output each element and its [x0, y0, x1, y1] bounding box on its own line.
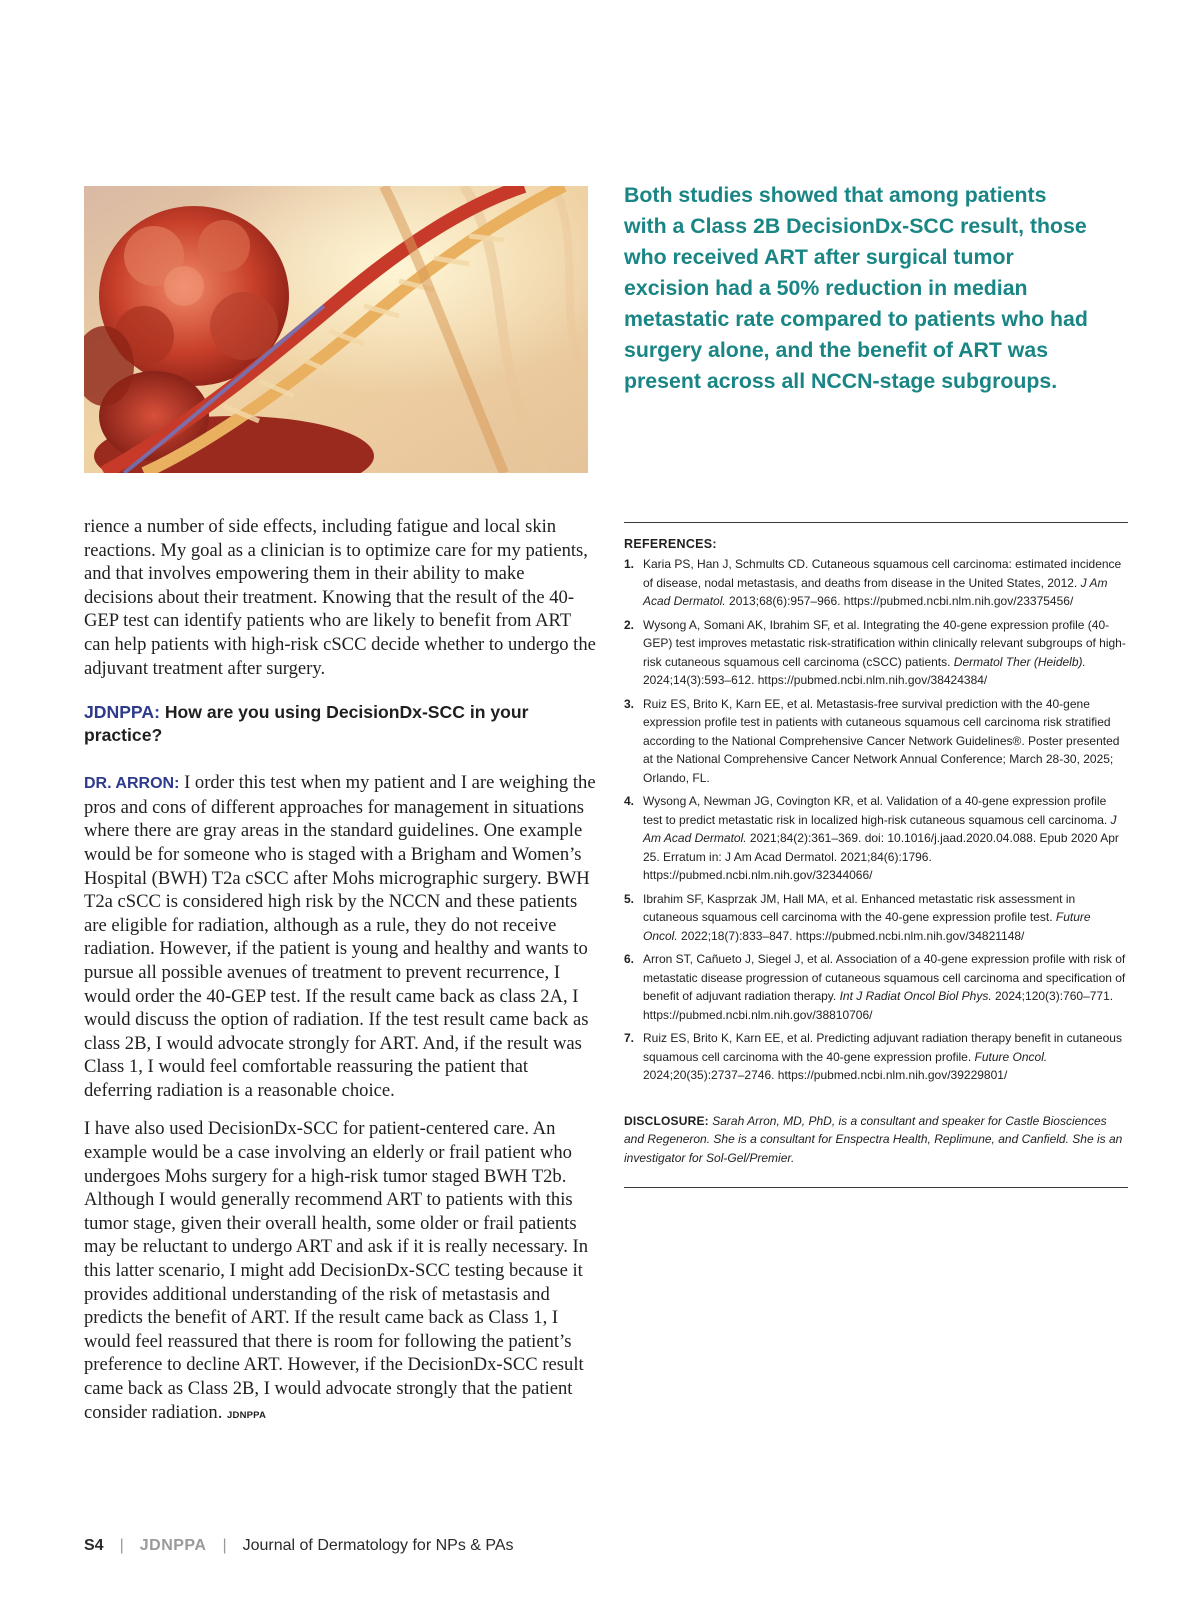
footer-separator: |	[119, 1537, 124, 1554]
end-mark: JDNPPA	[227, 1409, 267, 1421]
reference-text: Arron ST, Cañueto J, Siegel J, et al. Association of a 40-gene expression profile with risk of metastatic disease progression of cutaneous squamous cell carcinoma and specification of benefit of adjuvant radiation therapy.	[643, 952, 1126, 1003]
reference-details: 2024;20(35):2737–2746. https://pubmed.ncbi.nlm.nih.gov/39229801/	[643, 1068, 1008, 1082]
page-number: S4	[84, 1537, 104, 1554]
divider	[624, 522, 1128, 523]
reference-journal: J Am Acad Dermatol.	[643, 575, 1108, 608]
reference-item	[624, 616, 1128, 690]
reference-number: 7.	[624, 1031, 635, 1045]
disclosure-label: DISCLOSURE:	[624, 1113, 709, 1128]
answer-paragraph	[84, 771, 596, 1102]
reference-text: Karia PS, Han J, Schmults CD. Cutaneous squamous cell carcinoma: estimated incidence of disease, nodal metastasis, and deaths from disease in the United States, 2012.	[643, 557, 1122, 590]
reference-details: 2024;120(3):760–771. https://pubmed.ncbi.nlm.nih.gov/38810706/	[643, 989, 1114, 1022]
reference-item	[624, 555, 1128, 611]
reference-journal: Future Oncol.	[974, 1049, 1048, 1064]
body-paragraph: rience a number of side effects, including fatigue and local skin reactions. My goal as a clinician is to optimize care for my patients, and that involves empowering them in their ability to make decisions about their treatment. Knowing that the result of the 40-GEP test can identify patients who are likely to benefit from ART can help patients with high-risk cSCC decide whether to undergo the adjuvant treatment after surgery.	[84, 516, 596, 679]
reference-text: Ruiz ES, Brito K, Karn EE, et al. Metastasis-free survival prediction with the 40-gene expression profile test in patients with cutaneous squamous cell carcinoma risk stratified according to the National Comprehensive Cancer Network Guidelines®. Poster presented at the National Comprehensive Cancer Network Annual Conference; March 28-30, 2025; Orlando, FL.	[643, 696, 1120, 785]
reference-details: 2021;84(2):361–369. doi: 10.1016/j.jaad.2020.04.088. Epub 2020 Apr 25. Erratum in: J Am Acad Dermatol. 2021;84(6):1796. https://pubmed.ncbi.nlm.nih.gov/32344066/	[643, 831, 1119, 882]
reference-details: 2022;18(7):833–847. https://pubmed.ncbi.nlm.nih.gov/34821148/	[677, 928, 1025, 943]
reference-details: 2024;14(3):593–612. https://pubmed.ncbi.nlm.nih.gov/38424384/	[643, 673, 988, 687]
reference-journal: J Am Acad Dermatol.	[643, 812, 1117, 845]
reference-item	[624, 890, 1128, 946]
page-footer	[84, 1537, 514, 1555]
reference-number: 1.	[624, 557, 635, 571]
references-list	[624, 555, 1128, 1085]
disclosure-text: Sarah Arron, MD, PhD, is a consultant and speaker for Castle Biosciences and Regeneron. She is a consultant for Enspectra Health, Replimune, and Canfield. She is an investigator for Sol-Gel/Premier.	[624, 1113, 1123, 1165]
paragraph-text: I have also used DecisionDx-SCC for patient-centered care. An example would be a case involving an elderly or frail patient who undergoes Mohs surgery for a high-risk tumor staged BWH T2b. Although I would generally recommend ART to patients with this tumor stage, given their overall health, some older or frail patients may be reluctant to undergo ART and ask if it is really necessary. In this latter scenario, I might add DecisionDx-SCC testing because it provides additional understanding of the risk of metastasis and predicts the benefit of ART. If the result came back as Class 1, I would feel reassured that there is room for following the patient’s preference to decline ART. However, if the DecisionDx-SCC result came back as Class 2B, I would advocate strongly that the patient consider radiation.	[84, 1118, 589, 1423]
reference-item	[624, 1029, 1128, 1085]
pull-quote: Both studies showed that among patients with a Class 2B DecisionDx-SCC result, those who received ART after surgical tumor excision had a 50% reduction in median metastatic rate compared to patients who had surgery alone, and the benefit of ART was present across all NCCN-stage subgroups.	[624, 183, 1088, 393]
reference-text: Wysong A, Somani AK, Ibrahim SF, et al. Integrating the 40-gene expression profile (40-GEP) test improves metastatic risk-stratification within clinically relevant subgroups of high-risk cutaneous squamous cell carcinoma (cSCC) patients.	[643, 617, 1126, 669]
reference-text: Ruiz ES, Brito K, Karn EE, et al. Predicting adjuvant radiation therapy benefit in cutaneous squamous cell carcinoma with the 40-gene expression profile.	[643, 1031, 1122, 1064]
answer-speaker: DR. ARRON:	[84, 775, 180, 793]
reference-journal: Dermatol Ther (Heidelb).	[953, 654, 1086, 669]
divider	[624, 1187, 1128, 1188]
reference-number: 3.	[624, 696, 635, 711]
journal-abbreviation: JDNPPA	[139, 1537, 207, 1554]
reference-item	[624, 792, 1128, 885]
reference-number: 2.	[624, 617, 635, 632]
reference-number: 4.	[624, 794, 635, 808]
reference-text: Wysong A, Newman JG, Covington KR, et al. Validation of a 40-gene expression profile test to predict metastatic risk in localized high-risk cutaneous squamous cell carcinoma.	[643, 794, 1111, 827]
question-speaker: JDNPPA:	[84, 702, 160, 723]
reference-item	[624, 950, 1128, 1024]
answer-text: I order this test when my patient and I are weighing the pros and cons of different approaches for management in situations where there are gray areas in the standard guidelines. One example would be for someone who is staged with a Brigham and Women’s Hospital (BWH) T2a cSCC after Mohs micrographic surgery. BWH T2a cSCC is considered high risk by the NCCN and these patients are eligible for radiation, although as a rule, they do not receive radiation. However, if the patient is young and healthy and wants to pursue all possible avenues of treatment to prevent recurrence, I would order the 40-GEP test. If the result came back as class 2A, I would discuss the option of radiation. If the test result came back as class 2B, I would advocate strongly for ART. And, if the result was Class 1, I would feel comfortable reassuring the patient that deferring radiation is a reasonable choice.	[84, 772, 596, 1101]
article-body	[84, 515, 596, 1427]
question-text: How are you using DecisionDx-SCC in your practice?	[84, 702, 529, 746]
reference-item	[624, 695, 1128, 788]
references-heading: REFERENCES:	[624, 537, 717, 551]
footer-separator: |	[222, 1537, 227, 1554]
interview-question	[84, 701, 596, 747]
reference-details: 2013;68(6):957–966. https://pubmed.ncbi.nlm.nih.gov/23375456/	[725, 594, 1074, 608]
reference-number: 6.	[624, 952, 635, 966]
sidebar-references	[624, 522, 1128, 1188]
reference-journal: Future Oncol.	[643, 910, 1091, 943]
reference-number: 5.	[624, 891, 635, 906]
reference-text: Ibrahim SF, Kasprzak JM, Hall MA, et al. Enhanced metastatic risk assessment in cutaneous squamous cell carcinoma with the 40-gene expression profile test.	[643, 891, 1076, 924]
reference-journal: Int J Radiat Oncol Biol Phys.	[839, 989, 992, 1003]
disclosure	[624, 1112, 1128, 1168]
body-paragraph	[84, 1117, 596, 1427]
dna-tumor-illustration	[84, 186, 588, 473]
journal-name: Journal of Dermatology for NPs & PAs	[242, 1537, 514, 1554]
